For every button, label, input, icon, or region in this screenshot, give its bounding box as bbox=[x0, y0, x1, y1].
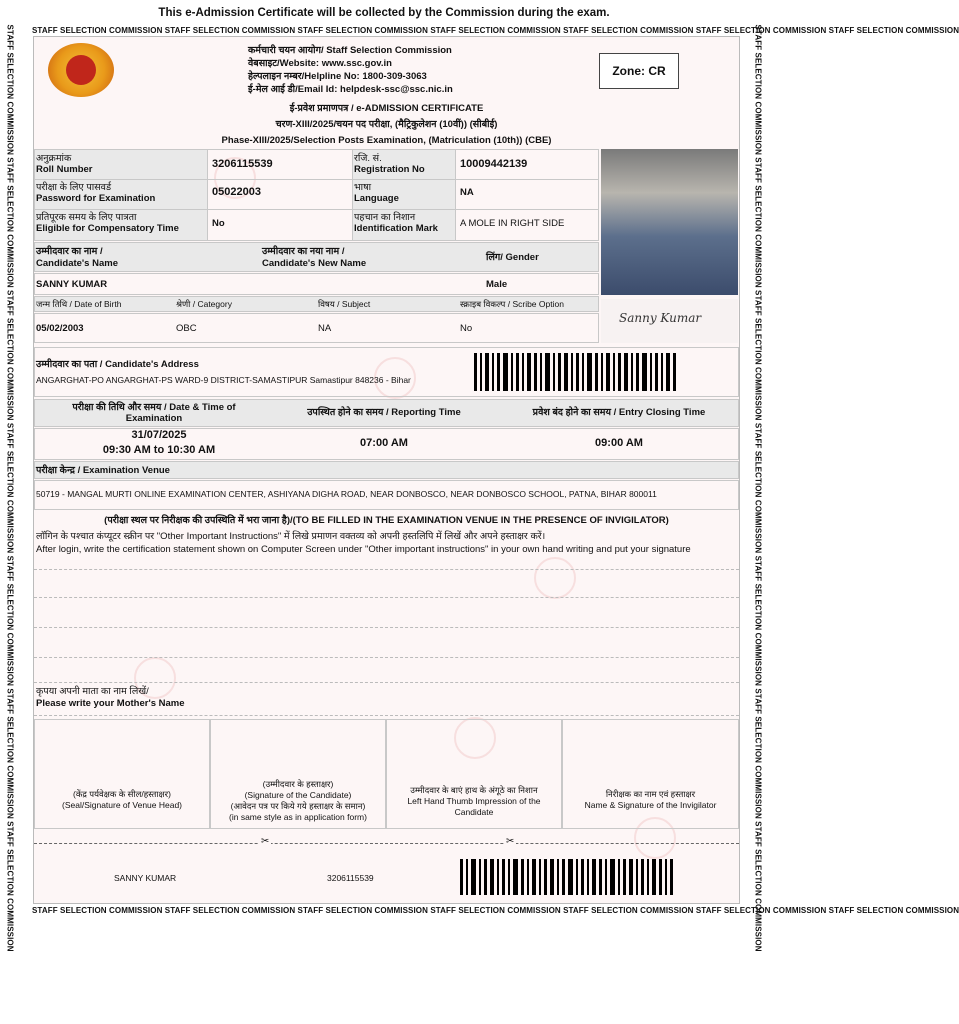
exam-date: 31/07/2025 bbox=[131, 429, 187, 441]
pwd-label-hi: परीक्षा के लिए पासवर्ड bbox=[36, 182, 112, 193]
pwd-value: 05022003 bbox=[212, 186, 261, 198]
roll-label-hi: अनुक्रमांक bbox=[36, 153, 72, 164]
entry-label: प्रवेश बंद होने का समय / Entry Closing Time bbox=[532, 407, 706, 418]
reporting-time: 07:00 AM bbox=[360, 437, 408, 449]
roll-label: Roll Number bbox=[36, 164, 93, 175]
scribe-label: स्क्राइब विकल्प / Scribe Option bbox=[460, 299, 564, 309]
website: वेबसाइट/Website: www.ssc.gov.in bbox=[248, 58, 392, 69]
title-line1: ई-प्रवेश प्रमाणपत्र / e-ADMISSION CERTIFICATE bbox=[289, 103, 484, 114]
seal-label-hi: (केंद्र पर्यवेक्षक के सील/हस्ताक्षर) bbox=[73, 789, 171, 799]
lang-value: NA bbox=[460, 187, 474, 198]
address-barcode bbox=[474, 353, 679, 391]
title-line2: चरण-XIII/2025/चयन पद परीक्षा, (मैट्रिकुलेशन (10वीं)) (सीबीई) bbox=[275, 119, 498, 130]
newname-label: Candidate's New Name bbox=[262, 258, 367, 269]
lang-label-hi: भाषा bbox=[354, 182, 372, 193]
admission-certificate bbox=[33, 36, 740, 904]
gender-label: लिंग/ Gender bbox=[486, 252, 539, 263]
title-line3: Phase-XIII/2025/Selection Posts Examination, (Matriculation (10th)) (CBE) bbox=[221, 135, 552, 146]
category-label: श्रेणी / Category bbox=[176, 299, 232, 309]
date-label: परीक्षा की तिथि और समय / Date & Time of Examination bbox=[72, 402, 236, 424]
comp-label: Eligible for Compensatory Time bbox=[36, 223, 179, 234]
dob-label: जन्म तिथि / Date of Birth bbox=[36, 299, 122, 309]
cand-sign-label-hi: (उम्मीदवार के हस्ताक्षर) bbox=[262, 779, 334, 789]
frame-bottom-text: STAFF SELECTION COMMISSION STAFF SELECTION COMMISSION STAFF SELECTION COMMISSION STAFF SELECTION COMMISSION STAFF SELECTION COMMISSION STAFF SELECTION COMMISSION STAFF SELECTION COMMISSION bbox=[32, 906, 959, 915]
roll-value: 3206115539 bbox=[212, 158, 273, 170]
frame-left-text: STAFF SELECTION COMMISSION STAFF SELECTION COMMISSION STAFF SELECTION COMMISSION STAFF SELECTION COMMISSION STAFF SELECTION COMMISSION STAFF SELECTION COMMISSION STAFF SELECTION COMMISSION bbox=[5, 24, 15, 952]
pwd-label: Password for Examination bbox=[36, 193, 156, 204]
signature-scribble: Sanny Kumar bbox=[619, 311, 702, 325]
invigilator-sign-box bbox=[562, 719, 739, 829]
email: ई-मेल आई डी/Email Id: helpdesk-ssc@ssc.nic.in bbox=[248, 84, 453, 95]
invigilator-heading: (परीक्षा स्थल पर निरीक्षक की उपस्थिति में भरा जाना है)/(TO BE FILLED IN THE EXAMINATION VENUE IN THE PRESENCE OF INVIGILATOR) bbox=[104, 515, 669, 526]
dob-value: 05/02/2003 bbox=[36, 323, 84, 334]
name-value-row bbox=[34, 273, 599, 295]
gender-value: Male bbox=[486, 279, 508, 290]
footer-roll: 3206115539 bbox=[327, 873, 374, 883]
scissor-icon: ✂ bbox=[261, 836, 270, 847]
reporting-label: उपस्थित होने का समय / Reporting Time bbox=[307, 407, 461, 418]
cand-sign-note: (आवेदन पत्र पर किये गये हस्ताक्षर के समान) (in same style as in application form) bbox=[229, 801, 367, 822]
helpline: हेल्पलाइन नम्बर/Helpline No: 1800-309-3063 bbox=[248, 71, 427, 82]
name-value: SANNY KUMAR bbox=[36, 279, 108, 290]
lang-label: Language bbox=[354, 193, 399, 204]
thumb-label: Left Hand Thumb Impression of the Candidate bbox=[407, 796, 541, 817]
reg-label: Registration No bbox=[354, 164, 425, 175]
candidate-photo bbox=[601, 149, 738, 295]
seal-label: (Seal/Signature of Venue Head) bbox=[61, 800, 183, 810]
category-value: OBC bbox=[176, 323, 197, 334]
mother-label-hi: कृपया अपनी माता का नाम लिखें/ bbox=[36, 686, 149, 697]
dob-value-row bbox=[34, 313, 599, 343]
venue-label: परीक्षा केन्द्र / Examination Venue bbox=[36, 465, 170, 476]
ssc-logo-icon bbox=[48, 43, 114, 97]
name-label-hi: उम्मीदवार का नाम / bbox=[36, 246, 103, 257]
reg-value: 10009442139 bbox=[460, 158, 528, 170]
footer-name: SANNY KUMAR bbox=[114, 873, 177, 883]
instruction-hindi: लॉगिन के पश्चात कंप्यूटर स्क्रीन पर "Other Important Instructions" में लिखे प्रमाणन वक्तव्य को अपनी हस्तलिपि में लिखें और अपने हस्ताक्षर करें। bbox=[36, 531, 546, 542]
mother-label: Please write your Mother's Name bbox=[36, 698, 185, 709]
idmark-value: A MOLE IN RIGHT SIDE bbox=[460, 218, 565, 229]
top-note: This e-Admission Certificate will be collected by the Commission during the exam. bbox=[158, 7, 610, 19]
address-label: उम्मीदवार का पता / Candidate's Address bbox=[36, 359, 199, 370]
org-name: कर्मचारी चयन आयोग/ Staff Selection Commission bbox=[248, 45, 452, 56]
comp-value: No bbox=[212, 218, 225, 229]
idmark-label-hi: पहचान का निशान bbox=[354, 212, 416, 223]
comp-label-hi: प्रतिपूरक समय के लिए पात्रता bbox=[36, 212, 137, 223]
thumb-label-hi: उम्मीदवार के बाएं हाथ के अंगूठे का निशान bbox=[410, 785, 538, 795]
name-label: Candidate's Name bbox=[36, 258, 118, 269]
subject-value: NA bbox=[318, 323, 332, 334]
seal-box bbox=[34, 719, 210, 829]
frame-top-text: STAFF SELECTION COMMISSION STAFF SELECTION COMMISSION STAFF SELECTION COMMISSION STAFF SELECTION COMMISSION STAFF SELECTION COMMISSION STAFF SELECTION COMMISSION STAFF SELECTION COMMISSION bbox=[32, 26, 959, 35]
instruction-english: After login, write the certification statement shown on Computer Screen under "Other important instructions" in your own hand writing and put your signature bbox=[36, 544, 691, 555]
watermark-emblem-icon bbox=[534, 557, 576, 599]
scribe-value: No bbox=[460, 323, 473, 334]
idmark-label: Identification Mark bbox=[354, 223, 438, 234]
scissor-icon: ✂ bbox=[506, 836, 515, 847]
address-value: ANGARGHAT-PO ANGARGHAT-PS WARD-9 DISTRICT-SAMASTIPUR Samastipur 848236 - Bihar bbox=[36, 375, 411, 385]
invig-label-hi: निरीक्षक का नाम एवं हस्ताक्षर bbox=[605, 789, 696, 799]
entry-closing-time: 09:00 AM bbox=[595, 437, 643, 449]
frame-right-text: STAFF SELECTION COMMISSION STAFF SELECTION COMMISSION STAFF SELECTION COMMISSION STAFF SELECTION COMMISSION STAFF SELECTION COMMISSION STAFF SELECTION COMMISSION STAFF SELECTION COMMISSION bbox=[753, 24, 763, 952]
subject-label: विषय / Subject bbox=[318, 299, 371, 309]
newname-label-hi: उम्मीदवार का नया नाम / bbox=[262, 246, 345, 257]
candidate-signature-image bbox=[601, 299, 738, 343]
exam-time: 09:30 AM to 10:30 AM bbox=[102, 444, 216, 456]
venue-value: 50719 - MANGAL MURTI ONLINE EXAMINATION CENTER, ASHIYANA DIGHA ROAD, NEAR DONBOSCO, NEAR DONBOSCO SCHOOL, PATNA, BIHAR 800011 bbox=[36, 489, 657, 499]
zone-box: Zone: CR bbox=[599, 53, 679, 89]
footer-barcode bbox=[460, 859, 676, 895]
invig-label: Name & Signature of the Invigilator bbox=[584, 800, 717, 810]
cand-sign-label: (Signature of the Candidate) bbox=[244, 790, 352, 800]
reg-label-hi: रजि. सं. bbox=[354, 153, 382, 164]
